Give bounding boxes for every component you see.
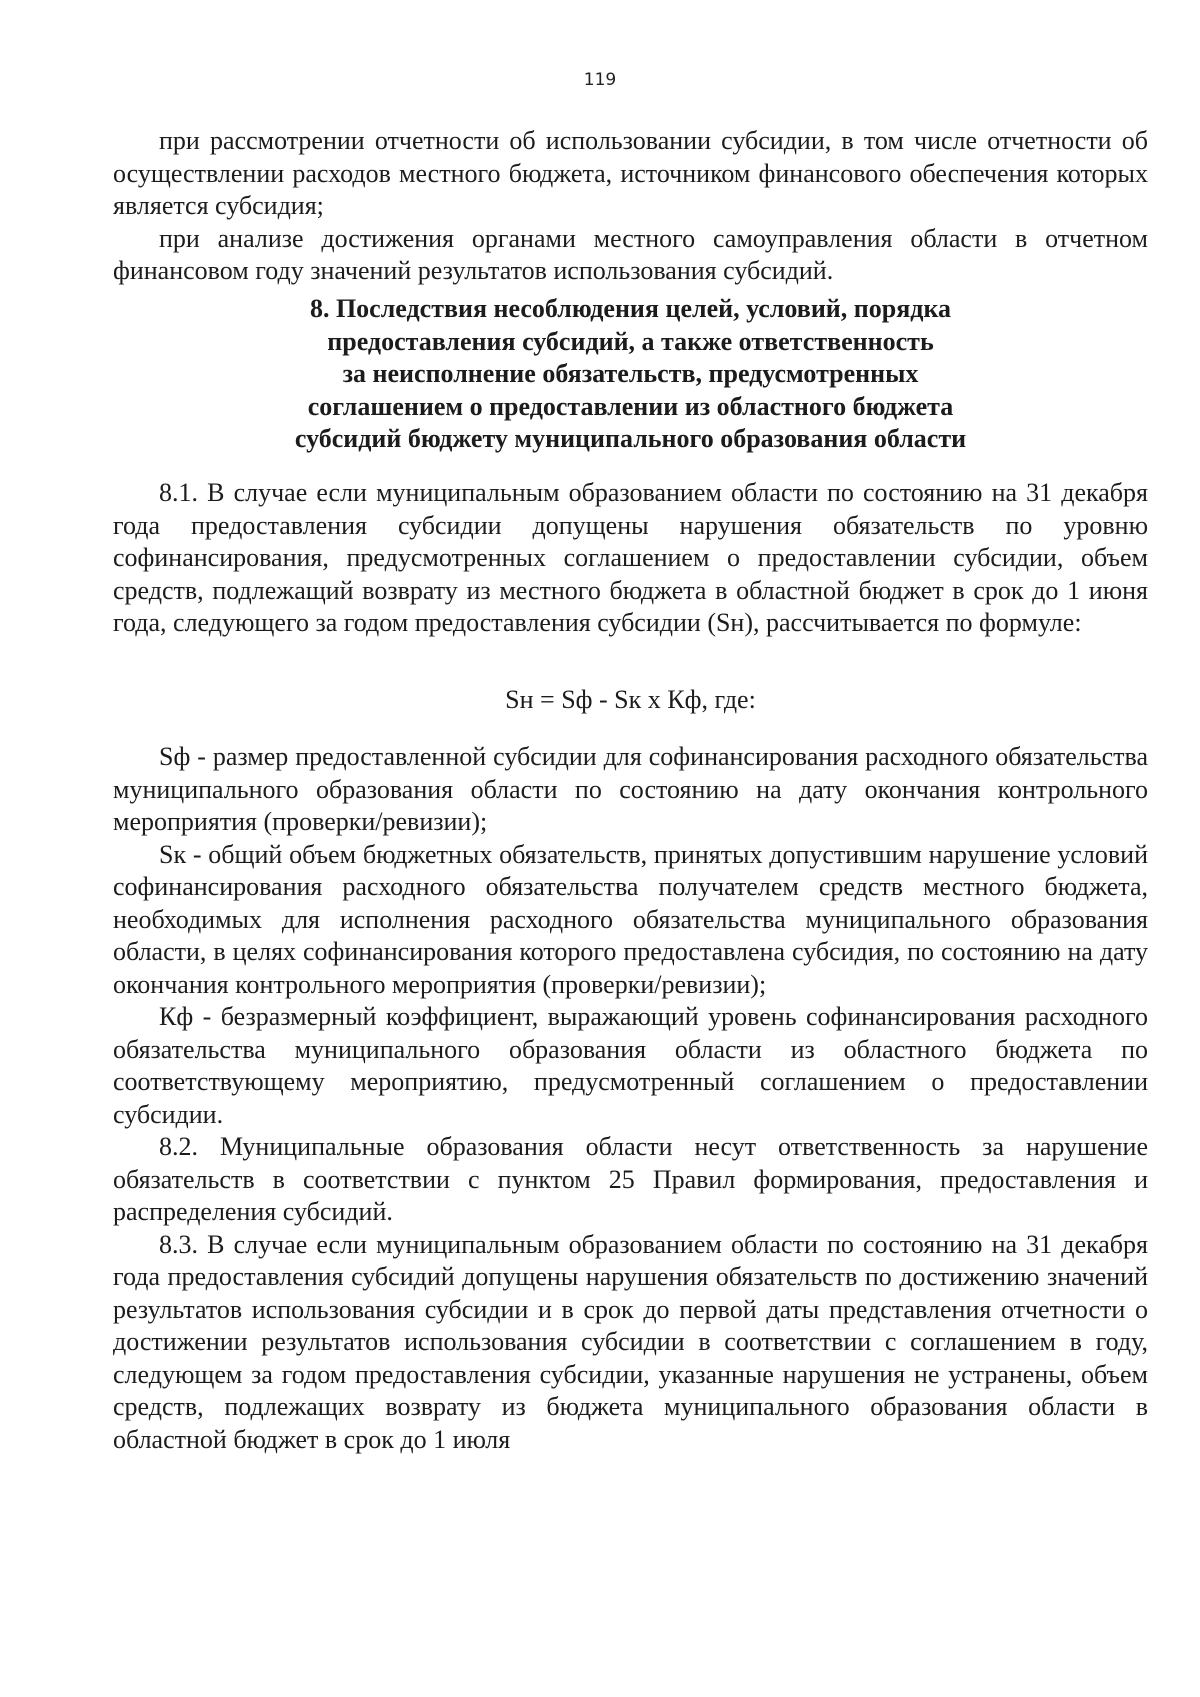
paragraph-8-2: 8.2. Муниципальные образования области несут ответственность за нарушение обязательств в соответствии с пунктом 25 Правил формирования, предоставления и распределения субсидий. [113, 1132, 1148, 1226]
intro-paragraph-2: при анализе достижения органами местного самоуправления области в отчетном финансовом году значений результатов использования субсидий. [113, 223, 1148, 285]
intro-paragraph-1: при рассмотрении отчетности об использовании субсидии, в том числе отчетности об осуществлении расходов местного бюджета, источником финансового обеспечения которых является субсидия; [113, 126, 1148, 220]
paragraph-8-1-block [113, 477, 1148, 640]
intro-text-block [113, 125, 1148, 288]
section-heading-line: соглашением о предоставлении из областного бюджета [307, 391, 954, 421]
section-heading-line: предоставления субсидий, а также ответственность [327, 326, 934, 356]
definition-kf: Кф - безразмерный коэффициент, выражающий уровень софинансирования расходного обязательства муниципального образования области из областного бюджета по соответствующему мероприятию, предусмотренный соглашением о предоставлении субсидии. [113, 1002, 1148, 1129]
formula: Sн = Sф - Sк х Кф, где: [505, 685, 756, 714]
section-heading-line: субсидий бюджету муниципального образования области [294, 424, 967, 453]
definitions-block [113, 741, 1148, 1456]
section-heading-line: за неисполнение обязательств, предусмотренных [342, 359, 919, 388]
definition-sf: Sф - размер предоставленной субсидии для софинансирования расходного обязательства муниципального образования области по состоянию на дату окончания контрольного мероприятия (проверки/ревизии); [113, 742, 1148, 836]
page-number: 119 [583, 70, 617, 90]
section-heading [113, 293, 1148, 456]
paragraph-8-3: 8.3. В случае если муниципальным образованием области по состоянию на 31 декабря года предоставления субсидий допущены нарушения обязательств по достижению значений результатов использования субсидии и в срок до первой даты представления отчетности о достижении результатов использования субсидии в соответствии с соглашением в году, следующем за годом предоставления субсидии, указанные нарушения не устранены, объем средств, подлежащих возврату из бюджета муниципального образования области в областной бюджет в срок до 1 июля [113, 1229, 1148, 1454]
definition-sk: Sк - общий объем бюджетных обязательств, принятых допустившим нарушение условий софинансирования расходного обязательства получателем средств местного бюджета, необходимых для исполнения расходного обязательства муниципального образования области, в целях софинансирования которого предоставлена субсидия, по состоянию на дату окончания контрольного мероприятия (проверки/ревизии); [113, 839, 1148, 999]
paragraph-8-1: 8.1. В случае если муниципальным образованием области по состоянию на 31 декабря года предоставления субсидии допущены нарушения обязательств по уровню софинансирования, предусмотренных соглашением о предоставлении субсидии, объем средств, подлежащий возврату из местного бюджета в областной бюджет в срок до 1 июня года, следующего за годом предоставления субсидии (Sн), рассчитывается по формуле: [113, 478, 1148, 637]
section-heading-line: 8. Последствия несоблюдения целей, условий, порядка [309, 294, 952, 323]
